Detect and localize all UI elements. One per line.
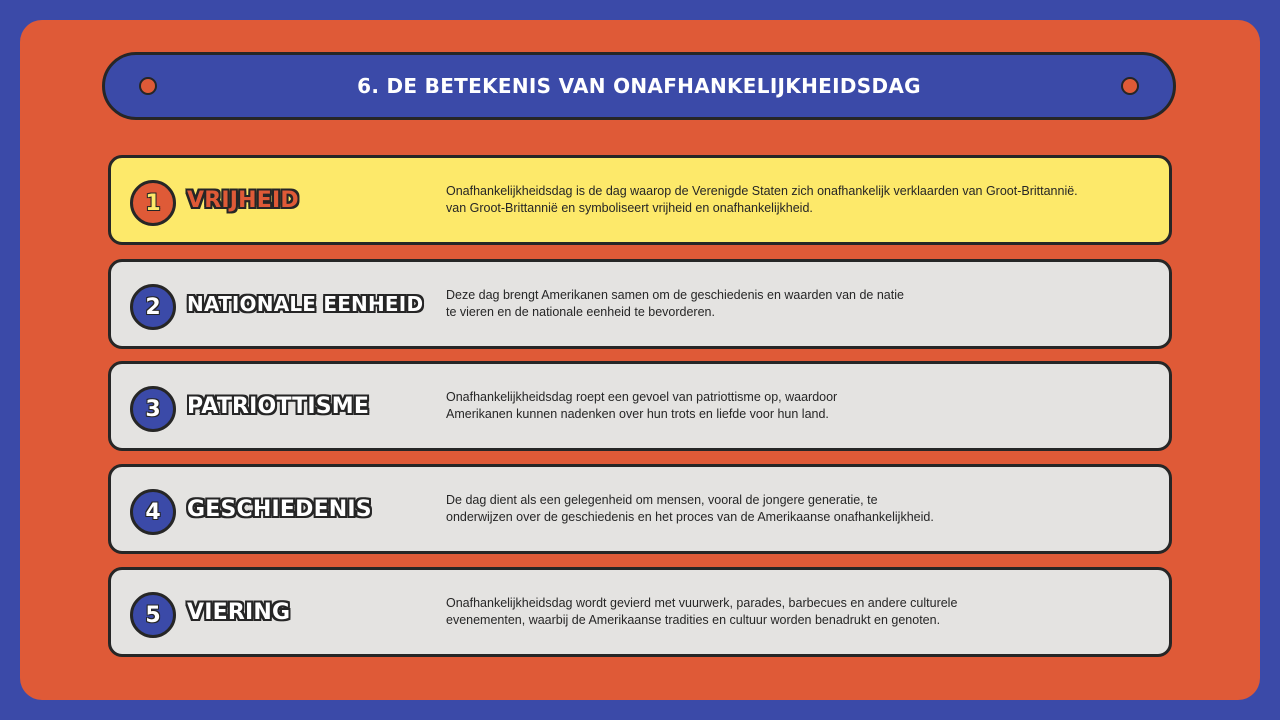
- card-label: VRIJHEID: [187, 187, 299, 213]
- card-geschiedenis[interactable]: [108, 464, 1172, 554]
- card-description: [446, 262, 1171, 346]
- card-number: 4: [130, 489, 176, 535]
- card-nationale-eenheid[interactable]: [108, 259, 1172, 349]
- card-description: [446, 570, 1171, 654]
- description-line: van Groot-Brittannië en symboliseert vrijheid en onafhankelijkheid.: [446, 201, 813, 215]
- card-number: 2: [130, 284, 176, 330]
- description-line: te vieren en de nationale eenheid te bevorderen.: [446, 305, 715, 319]
- card-number: 3: [130, 386, 176, 432]
- description-line: Onafhankelijkheidsdag roept een gevoel van patriottisme op, waardoor: [446, 390, 838, 404]
- card-label: GESCHIEDENIS: [187, 496, 372, 522]
- card-description: [446, 364, 1171, 448]
- description-line: onderwijzen over de geschiedenis en het proces van de Amerikaanse onafhankelijkheid.: [446, 510, 934, 524]
- description-line: Onafhankelijkheidsdag wordt gevierd met vuurwerk, parades, barbecues en andere culturele: [446, 596, 958, 610]
- card-number: 5: [130, 592, 176, 638]
- card-description: [446, 158, 1171, 242]
- slide-title: 6. DE BETEKENIS VAN ONAFHANKELIJKHEIDSDAG: [357, 74, 921, 98]
- description-line: evenementen, waarbij de Amerikaanse tradities en cultuur worden benadrukt en genoten.: [446, 613, 941, 627]
- description-line: De dag dient als een gelegenheid om mensen, vooral de jongere generatie, te: [446, 493, 878, 507]
- card-label: PATRIOTTISME: [187, 393, 370, 419]
- card-number: 1: [130, 180, 176, 226]
- banner-hole-left: [139, 77, 157, 95]
- card-vrijheid[interactable]: [108, 155, 1172, 245]
- card-label: VIERING: [187, 599, 291, 625]
- card-viering[interactable]: [108, 567, 1172, 657]
- card-patriottisme[interactable]: [108, 361, 1172, 451]
- card-description: [446, 467, 1171, 551]
- description-line: Amerikanen kunnen nadenken over hun trots en liefde voor hun land.: [446, 407, 829, 421]
- title-banner: [102, 52, 1176, 120]
- banner-hole-right: [1121, 77, 1139, 95]
- description-line: Onafhankelijkheidsdag is de dag waarop de Verenigde Staten zich onafhankelijk verklaarden van Groot-Brittannië.: [446, 184, 1078, 198]
- card-label: NATIONALE EENHEID: [187, 292, 424, 316]
- description-line: Deze dag brengt Amerikanen samen om de geschiedenis en waarden van de natie: [446, 288, 904, 302]
